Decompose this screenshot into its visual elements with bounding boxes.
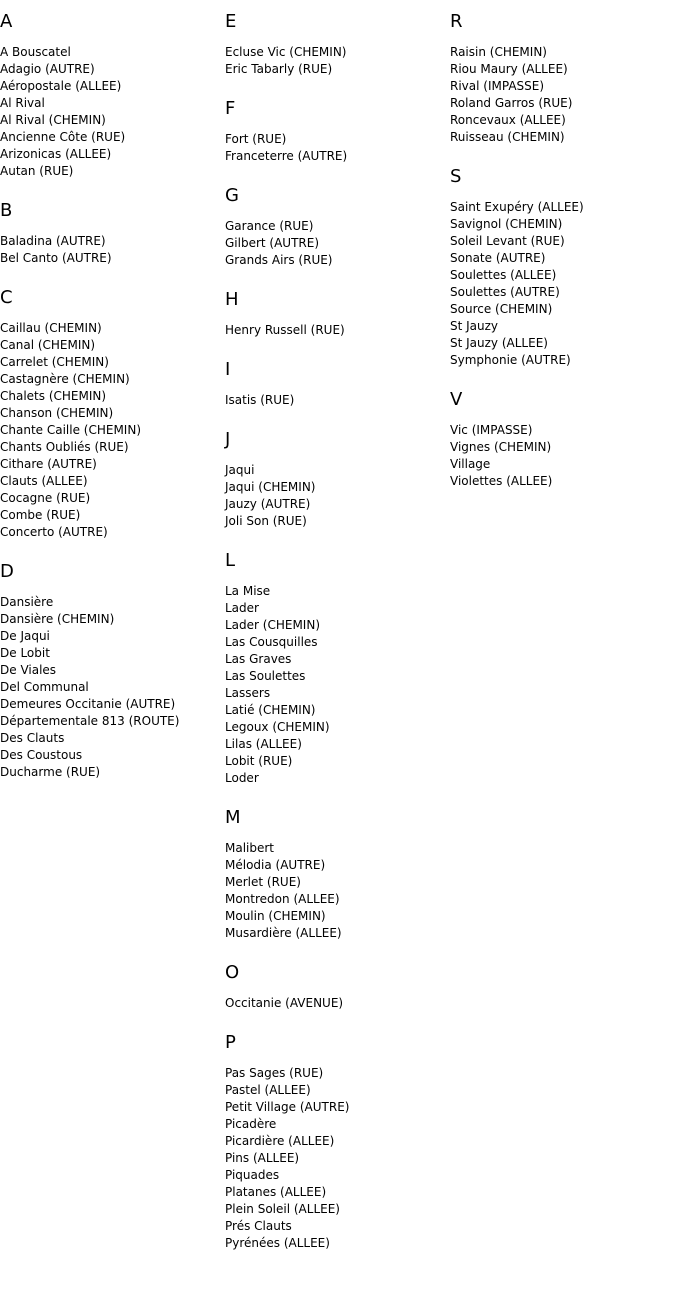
letter-group: [225, 961, 450, 1012]
index-column: [0, 10, 225, 1271]
letter-group: [225, 549, 450, 787]
letter-heading: G: [225, 185, 239, 206]
street-name: Carrelet (CHEMIN): [0, 355, 109, 369]
street-name: Combe (RUE): [0, 508, 81, 522]
street-name: Chanson (CHEMIN): [0, 406, 114, 420]
letter-group: [225, 288, 450, 339]
letter-group: [225, 428, 450, 530]
letter-heading: D: [0, 561, 14, 582]
street-name: Picardière (ALLEE): [225, 1134, 335, 1148]
street-index: [0, 10, 675, 1271]
street-name: Jauzy (AUTRE): [225, 497, 311, 511]
street-name: Autan (RUE): [0, 164, 74, 178]
street-name: Plein Soleil (ALLEE): [225, 1202, 340, 1216]
street-name: Gilbert (AUTRE): [225, 236, 320, 250]
street-name: St Jauzy (ALLEE): [450, 336, 548, 350]
street-list: [450, 44, 675, 146]
letter-heading: L: [225, 550, 236, 571]
street-list: [0, 594, 225, 781]
street-name: Del Communal: [0, 680, 89, 694]
letter-group: [225, 97, 450, 165]
street-name: Concerto (AUTRE): [0, 525, 108, 539]
street-list: [0, 233, 225, 267]
street-name: Musardière (ALLEE): [225, 926, 342, 940]
street-name: Ruisseau (CHEMIN): [450, 130, 565, 144]
street-list: [225, 462, 450, 530]
street-name: Demeures Occitanie (AUTRE): [0, 697, 176, 711]
street-name: Canal (CHEMIN): [0, 338, 96, 352]
street-name: Montredon (ALLEE): [225, 892, 340, 906]
street-name: Adagio (AUTRE): [0, 62, 95, 76]
street-name: Riou Maury (ALLEE): [450, 62, 568, 76]
street-name: Village: [450, 457, 491, 471]
letter-heading: V: [450, 389, 463, 410]
street-name: Franceterre (AUTRE): [225, 149, 348, 163]
street-list: [225, 392, 450, 409]
letter-group: [0, 560, 225, 781]
street-name: Picadère: [225, 1117, 277, 1131]
street-list: [225, 840, 450, 942]
street-name: Henry Russell (RUE): [225, 323, 345, 337]
letter-group: [225, 10, 450, 78]
letter-group: [225, 806, 450, 942]
street-name: Jaqui (CHEMIN): [225, 480, 316, 494]
street-name: Lader: [225, 601, 259, 615]
letter-heading: I: [225, 359, 231, 380]
street-name: Roncevaux (ALLEE): [450, 113, 566, 127]
street-name: Source (CHEMIN): [450, 302, 553, 316]
street-name: Soulettes (AUTRE): [450, 285, 560, 299]
street-name: Al Rival: [0, 96, 45, 110]
street-name: St Jauzy: [450, 319, 499, 333]
letter-group: [0, 286, 225, 541]
letter-group: [450, 165, 675, 369]
street-name: Soleil Levant (RUE): [450, 234, 565, 248]
letter-group: [450, 10, 675, 146]
letter-heading: S: [450, 166, 462, 187]
street-list: [0, 320, 225, 541]
street-list: [0, 44, 225, 180]
street-name: Chants Oubliés (RUE): [0, 440, 129, 454]
street-name: Garance (RUE): [225, 219, 314, 233]
street-list: [225, 322, 450, 339]
index-column: [450, 10, 675, 1271]
street-name: Raisin (CHEMIN): [450, 45, 547, 59]
letter-heading: M: [225, 807, 241, 828]
street-name: Sonate (AUTRE): [450, 251, 546, 265]
street-name: Jaqui: [225, 463, 255, 477]
street-name: Ecluse Vic (CHEMIN): [225, 45, 347, 59]
street-name: Mélodia (AUTRE): [225, 858, 326, 872]
street-name: Ducharme (RUE): [0, 765, 101, 779]
street-name: La Mise: [225, 584, 271, 598]
letter-group: [225, 184, 450, 269]
street-name: Savignol (CHEMIN): [450, 217, 563, 231]
street-name: Merlet (RUE): [225, 875, 301, 889]
street-name: Platanes (ALLEE): [225, 1185, 327, 1199]
street-name: Symphonie (AUTRE): [450, 353, 571, 367]
street-name: Pyrénées (ALLEE): [225, 1236, 330, 1250]
street-name: Isatis (RUE): [225, 393, 295, 407]
street-name: Chante Caille (CHEMIN): [0, 423, 141, 437]
street-name: Loder: [225, 771, 259, 785]
street-name: Occitanie (AVENUE): [225, 996, 344, 1010]
street-name: Prés Clauts: [225, 1219, 292, 1233]
street-name: Latié (CHEMIN): [225, 703, 316, 717]
street-name: Joli Son (RUE): [225, 514, 307, 528]
street-name: Bel Canto (AUTRE): [0, 251, 112, 265]
street-list: [225, 583, 450, 787]
street-name: Chalets (CHEMIN): [0, 389, 107, 403]
street-name: De Lobit: [0, 646, 50, 660]
street-name: Dansière: [0, 595, 54, 609]
street-list: [450, 199, 675, 369]
street-name: Cocagne (RUE): [0, 491, 91, 505]
letter-heading: P: [225, 1032, 236, 1053]
letter-group: [0, 10, 225, 180]
street-name: Violettes (ALLEE): [450, 474, 553, 488]
letter-heading: R: [450, 11, 463, 32]
street-list: [225, 218, 450, 269]
street-name: Al Rival (CHEMIN): [0, 113, 106, 127]
street-name: Castagnère (CHEMIN): [0, 372, 130, 386]
street-name: Roland Garros (RUE): [450, 96, 573, 110]
street-name: Lassers: [225, 686, 271, 700]
street-name: Saint Exupéry (ALLEE): [450, 200, 584, 214]
street-name: Grands Airs (RUE): [225, 253, 333, 267]
street-name: Vic (IMPASSE): [450, 423, 533, 437]
street-list: [225, 131, 450, 165]
street-name: Des Coustous: [0, 748, 83, 762]
street-name: Pins (ALLEE): [225, 1151, 300, 1165]
street-list: [450, 422, 675, 490]
street-name: Pas Sages (RUE): [225, 1066, 324, 1080]
street-name: Lader (CHEMIN): [225, 618, 321, 632]
street-name: Las Cousquilles: [225, 635, 318, 649]
street-name: Cithare (AUTRE): [0, 457, 97, 471]
street-list: [225, 995, 450, 1012]
street-name: Petit Village (AUTRE): [225, 1100, 350, 1114]
street-name: Las Soulettes: [225, 669, 306, 683]
letter-group: [0, 199, 225, 267]
letter-group: [225, 1031, 450, 1252]
street-name: Des Clauts: [0, 731, 65, 745]
street-name: Arizonicas (ALLEE): [0, 147, 112, 161]
street-name: Clauts (ALLEE): [0, 474, 88, 488]
street-name: Dansière (CHEMIN): [0, 612, 115, 626]
letter-group: [450, 388, 675, 490]
street-name: Vignes (CHEMIN): [450, 440, 552, 454]
street-name: Piquades: [225, 1168, 280, 1182]
street-name: Aéropostale (ALLEE): [0, 79, 122, 93]
letter-heading: O: [225, 962, 240, 983]
letter-group: [225, 358, 450, 409]
letter-heading: J: [225, 429, 231, 450]
street-name: De Jaqui: [0, 629, 50, 643]
street-list: [225, 44, 450, 78]
letter-heading: E: [225, 11, 237, 32]
letter-heading: A: [0, 11, 13, 32]
street-name: Legoux (CHEMIN): [225, 720, 330, 734]
street-name: A Bouscatel: [0, 45, 71, 59]
letter-heading: B: [0, 200, 13, 221]
street-name: Fort (RUE): [225, 132, 287, 146]
street-name: Pastel (ALLEE): [225, 1083, 311, 1097]
street-name: Soulettes (ALLEE): [450, 268, 557, 282]
street-name: De Viales: [0, 663, 57, 677]
street-name: Eric Tabarly (RUE): [225, 62, 333, 76]
street-name: Moulin (CHEMIN): [225, 909, 326, 923]
street-name: Malibert: [225, 841, 275, 855]
street-name: Las Graves: [225, 652, 292, 666]
street-name: Caillau (CHEMIN): [0, 321, 102, 335]
index-column: [225, 10, 450, 1271]
letter-heading: F: [225, 98, 236, 119]
letter-heading: C: [0, 287, 13, 308]
street-name: Rival (IMPASSE): [450, 79, 545, 93]
street-name: Lilas (ALLEE): [225, 737, 302, 751]
letter-heading: H: [225, 289, 239, 310]
street-name: Baladina (AUTRE): [0, 234, 106, 248]
street-name: Ancienne Côte (RUE): [0, 130, 126, 144]
street-name: Départementale 813 (ROUTE): [0, 714, 180, 728]
street-name: Lobit (RUE): [225, 754, 293, 768]
street-list: [225, 1065, 450, 1252]
